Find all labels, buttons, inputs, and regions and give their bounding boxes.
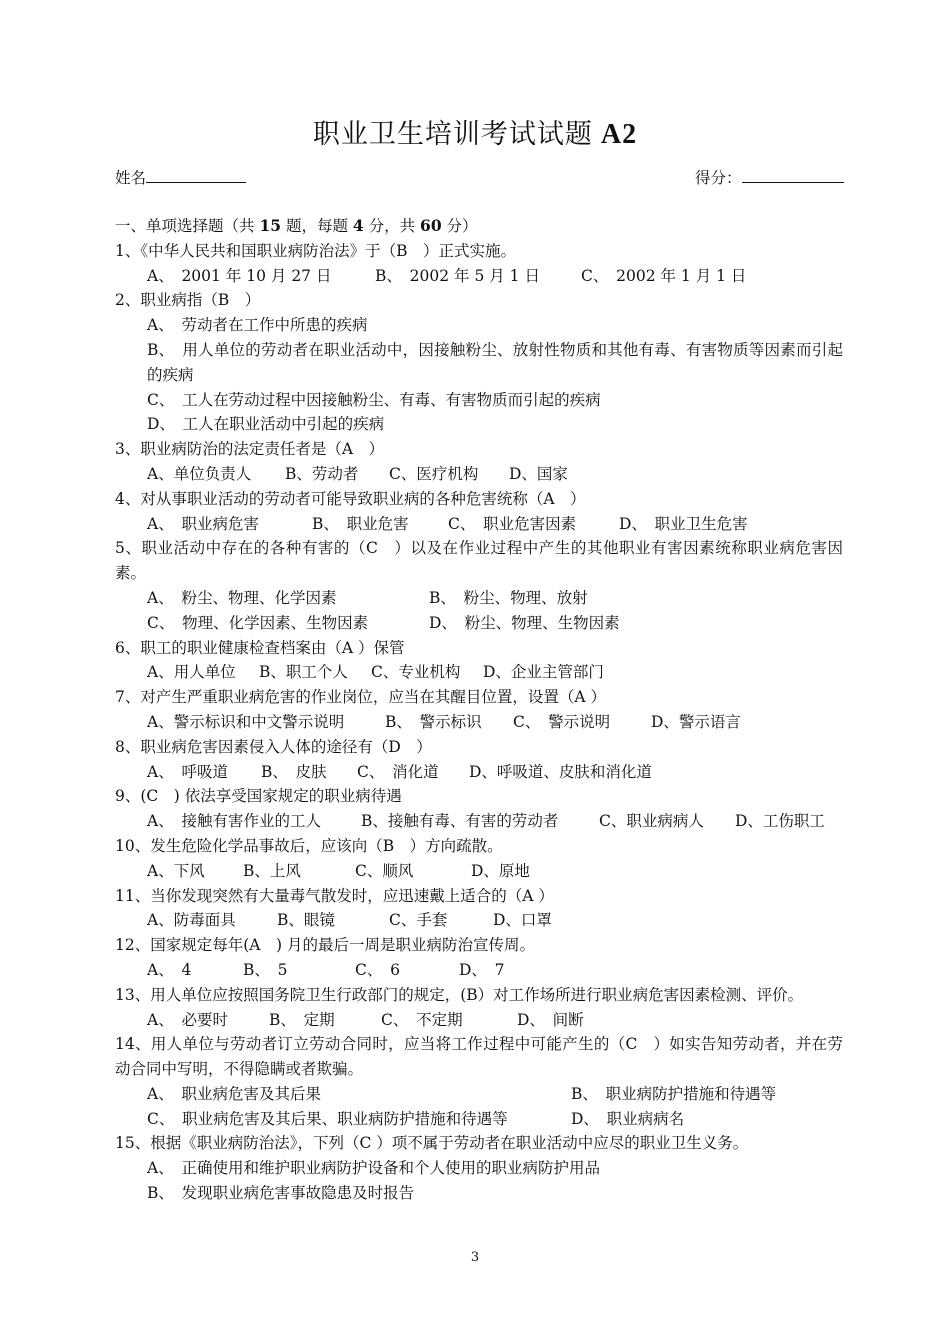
question-list (115, 214, 843, 1206)
section-heading: 一、单项选择题（共 15 题，每题 4 分，共 60 分） (115, 216, 478, 235)
option-row (115, 760, 843, 785)
question-stem: 5、职业活动中存在的各种有害的（C ）以及在作业过程中产生的其他职业有害因素统称职业病危害因素。 (115, 539, 843, 583)
question-stem: 12、国家规定每年(A ) 月的最后一周是职业病防治宣传周。 (115, 936, 535, 955)
exam-title-text: 职业卫生培训考试试题 (312, 119, 593, 150)
score-blank[interactable] (742, 168, 844, 183)
option-b: B、劳动者 (285, 464, 359, 483)
option-a: A、 粉尘、物理、化学因素 (147, 588, 337, 607)
option-d: D、呼吸道、皮肤和消化道 (469, 762, 652, 781)
question-stem: 14、用人单位与劳动者订立劳动合同时，应当将工作过程中可能产生的（C ）如实告知劳动者，并在劳动合同中写明，不得隐瞒或者欺骗。 (115, 1035, 843, 1079)
option-b: B、职工个人 (259, 663, 348, 682)
option-a: A、防毒面具 (147, 911, 236, 930)
option-d: D、 职业卫生危害 (619, 514, 748, 533)
option-row (115, 908, 843, 933)
option-b: B、 5 (243, 960, 288, 979)
option-row (115, 1107, 843, 1132)
option-b: B、 粉尘、物理、放射 (429, 588, 588, 607)
option-c: C、 工人在劳动过程中因接触粉尘、有毒、有害物质而引起的疾病 (147, 390, 601, 409)
name-blank[interactable] (146, 168, 246, 183)
option-row (115, 462, 843, 487)
option-b: B、 2002 年 5 月 1 日 (375, 266, 540, 285)
option-row (115, 264, 843, 289)
question-stem: 8、职业病危害因素侵入人体的途径有（D ） (115, 737, 432, 756)
option-b: B、 定期 (269, 1010, 335, 1029)
option-row (115, 1008, 843, 1033)
option-row (115, 611, 843, 636)
option-c: C、 职业危害因素 (448, 514, 577, 533)
question-stem: 2、职业病指（B ） (115, 291, 261, 310)
name-label: 姓名 (115, 169, 147, 187)
option-a: A、 4 (147, 960, 192, 979)
option-a: A、警示标识和中文警示说明 (147, 712, 345, 731)
score-label: 得分： (695, 169, 742, 187)
option-d: D、警示语言 (651, 712, 741, 731)
question-stem: 4、对从事职业活动的劳动者可能导致职业病的各种危害统称（A ） (115, 489, 586, 508)
option-b: B、 皮肤 (261, 762, 327, 781)
option-d: D、企业主管部门 (483, 663, 604, 682)
option-a: A、 必要时 (147, 1010, 228, 1029)
name-field (115, 166, 246, 188)
question-stem: 15、根据《职业病防治法》，下列（C ）项不属于劳动者在职业活动中应尽的职业卫生义务。 (115, 1134, 749, 1153)
option-d: D、口罩 (493, 911, 552, 930)
option-a: A、 接触有害作业的工人 (147, 812, 321, 831)
option-d: D、国家 (509, 464, 568, 483)
option-a: A、 呼吸道 (147, 762, 228, 781)
option-b: B、 用人单位的劳动者在职业活动中，因接触粉尘、放射性物质和其他有毒、有害物质等因素而引起的疾病 (147, 340, 843, 384)
option-row (115, 512, 843, 537)
option-c: C、 消化道 (357, 762, 439, 781)
option-c: C、医疗机构 (389, 464, 479, 483)
option-a: A、下风 (147, 861, 205, 880)
option-row (115, 809, 843, 834)
option-c: C、 警示说明 (513, 712, 611, 731)
question-stem: 3、职业病防治的法定责任者是（A ） (115, 440, 385, 459)
option-a: A、 职业病危害及其后果 (147, 1084, 321, 1103)
option-d: D、 间断 (517, 1010, 584, 1029)
option-b: B、眼镜 (277, 911, 335, 930)
option-b: B、 职业危害 (312, 514, 409, 533)
option-row (115, 710, 843, 735)
option-a: A、 2001 年 10 月 27 日 (147, 266, 332, 285)
option-row (115, 586, 843, 611)
option-row (115, 1082, 843, 1107)
option-b: B、接触有毒、有害的劳动者 (361, 812, 559, 831)
option-c: C、 职业病危害及其后果、职业病防护措施和待遇等 (147, 1109, 508, 1128)
page-number: 3 (470, 1250, 480, 1265)
question-stem: 10、发生危险化学品事故后，应该向（B ）方向疏散。 (115, 836, 503, 855)
option-c: C、顺风 (355, 861, 414, 880)
option-row (115, 958, 843, 983)
option-a: A、 职业病危害 (147, 514, 259, 533)
question-stem: 1、《中华人民共和国职业病防治法》于（B ）正式实施。 (115, 241, 517, 260)
option-d: D、 7 (459, 960, 505, 979)
option-c: C、 6 (355, 960, 400, 979)
option-d: D、 粉尘、物理、生物因素 (429, 613, 620, 632)
exam-title (0, 112, 950, 151)
option-d: D、 工人在职业活动中引起的疾病 (147, 415, 385, 434)
question-stem: 6、职工的职业健康检查档案由（A ）保管 (115, 638, 405, 657)
question-stem: 7、对产生严重职业病危害的作业岗位，应当在其醒目位置，设置（A ） (115, 688, 606, 707)
option-c: C、职业病病人 (599, 812, 704, 831)
option-c: C、 不定期 (381, 1010, 463, 1029)
question-stem: 9、(C ) 依法享受国家规定的职业病待遇 (115, 787, 402, 806)
option-b: B、 职业病防护措施和待遇等 (571, 1084, 777, 1103)
question-stem: 11、当你发现突然有大量毒气散发时，应迅速戴上适合的（A ） (115, 886, 554, 905)
option-b: B、 警示标识 (385, 712, 482, 731)
option-d: D、 职业病病名 (571, 1109, 685, 1128)
option-c: C、手套 (389, 911, 448, 930)
option-b: B、上风 (243, 861, 301, 880)
score-field (695, 166, 844, 188)
option-d: D、工伤职工 (735, 812, 825, 831)
option-c: C、专业机构 (371, 663, 461, 682)
question-stem: 13、用人单位应按照国务院卫生行政部门的规定，(B）对工作场所进行职业病危害因素检测、评价。 (115, 985, 804, 1004)
option-a: A、 劳动者在工作中所患的疾病 (147, 316, 368, 335)
exam-code: A2 (600, 119, 638, 150)
option-a: A、单位负责人 (147, 464, 252, 483)
option-c: C、 2002 年 1 月 1 日 (581, 266, 747, 285)
option-row (115, 859, 843, 884)
option-c: C、 物理、化学因素、生物因素 (147, 613, 369, 632)
option-a: A、 正确使用和维护职业病防护设备和个人使用的职业病防护用品 (147, 1159, 600, 1178)
option-row (115, 660, 843, 685)
option-a: A、用人单位 (147, 663, 236, 682)
option-b: B、 发现职业病危害事故隐患及时报告 (147, 1184, 415, 1203)
option-d: D、原地 (471, 861, 530, 880)
